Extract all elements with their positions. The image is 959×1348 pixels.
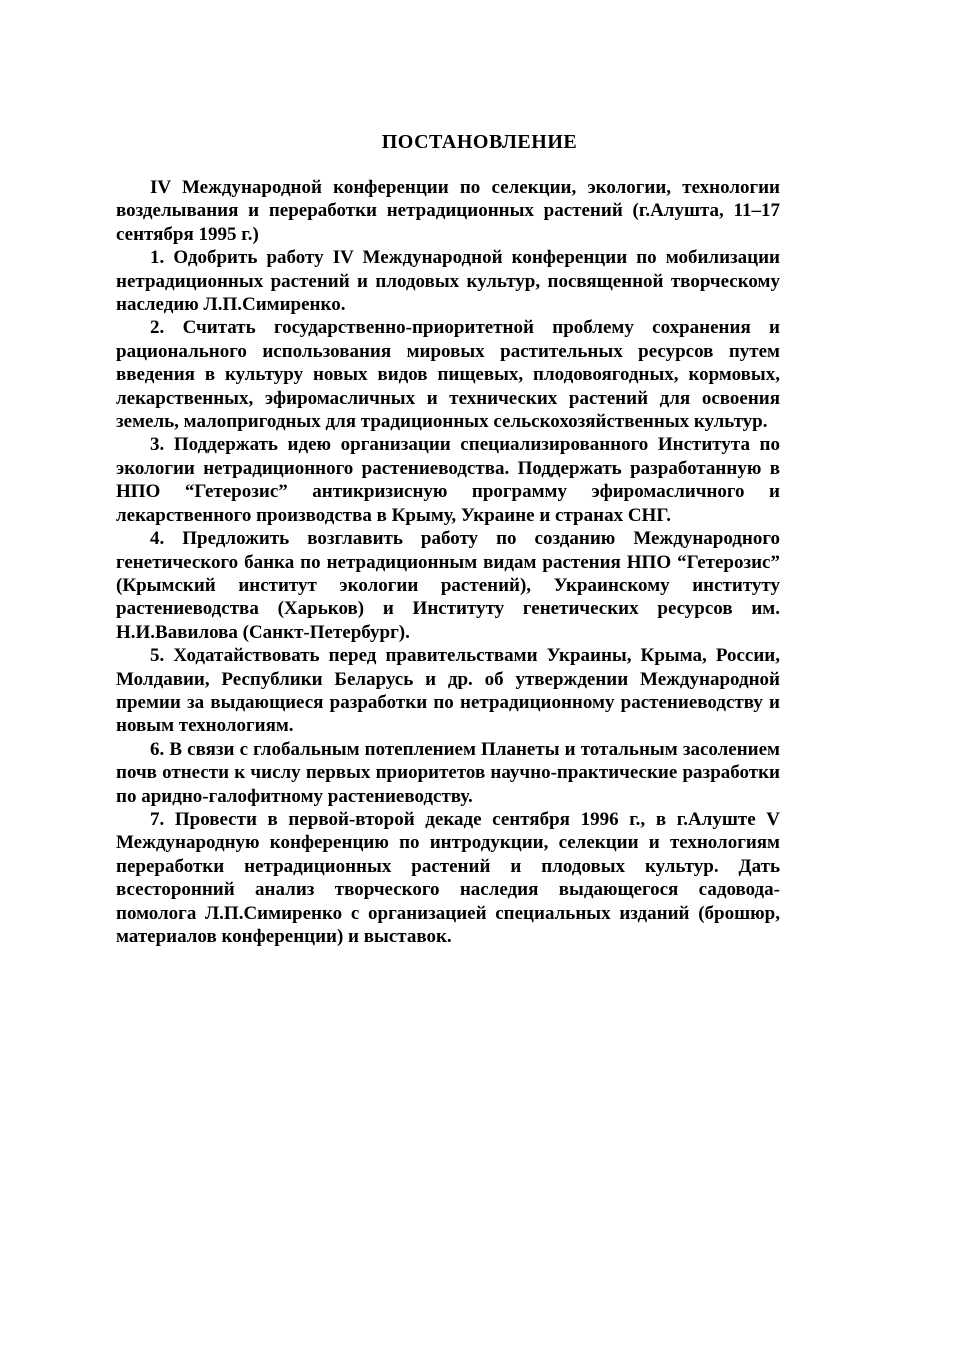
resolution-item-7: 7. Провести в первой-второй декаде сентября 1996 г., в г.Алуште V Международную конференцию по интродукции, селекции и технологиям переработки нетрадиционных растений и плодовых культур. Дать всесторонний анализ творческого наследия выдающегося садовода-помолога Л.П.Симиренко с организацией специальных изданий (брошюр, материалов конференции) и выставок. [116, 808, 780, 947]
resolution-item-6: 6. В связи с глобальным потеплением Планеты и тотальным засолением почв отнести к числу первых приоритетов научно-практические разработки по аридно-галофитному растениеводству. [116, 738, 780, 807]
document-title: ПОСТАНОВЛЕНИЕ [381, 131, 578, 153]
resolution-item-2: 2. Считать государственно-приоритетной проблему сохранения и рационального использования мировых растительных ресурсов путем введения в культуру новых видов пищевых, плодовоягодных, кормовых, лекарственных, эфиромасличных и технических растений для освоения земель, малопригодных для традиционных сельскохозяйственных культур. [116, 317, 780, 433]
intro-paragraph: IV Международной конференции по селекции, экологии, технологии возделывания и переработки нетрадиционных растений (г.Алушта, 11–17 сентября 1995 г.) [116, 177, 780, 245]
resolution-item-3: 3. Поддержать идею организации специализированного Института по экологии нетрадиционного растениеводства. Поддержать разработанную в НПО “Гетерозис” антикризисную программу эфиромасличного и лекарственного производства в Крыму, Украине и странах СНГ. [116, 434, 780, 526]
resolution-item-4: 4. Предложить возглавить работу по созданию Международного генетического банка по нетрадиционным видам растения НПО “Гетерозис” (Крымский институт экологии растений), Украинскому институту растениеводства (Харьков) и Институту генетических ресурсов им. Н.И.Вавилова (Санкт-Петербург). [116, 528, 780, 643]
resolution-item-5: 5. Ходатайствовать перед правительствами Украины, Крыма, России, Молдавии, Республики Беларусь и др. об утверждении Международной премии за выдающиеся разработки по нетрадиционному растениеводству и новым технологиям. [116, 645, 780, 737]
document-body [116, 176, 780, 948]
resolution-item-1: 1. Одобрить работу IV Международной конференции по мобилизации нетрадиционных растений и плодовых культур, посвященной творческому наследию Л.П.Симиренко. [116, 247, 780, 316]
